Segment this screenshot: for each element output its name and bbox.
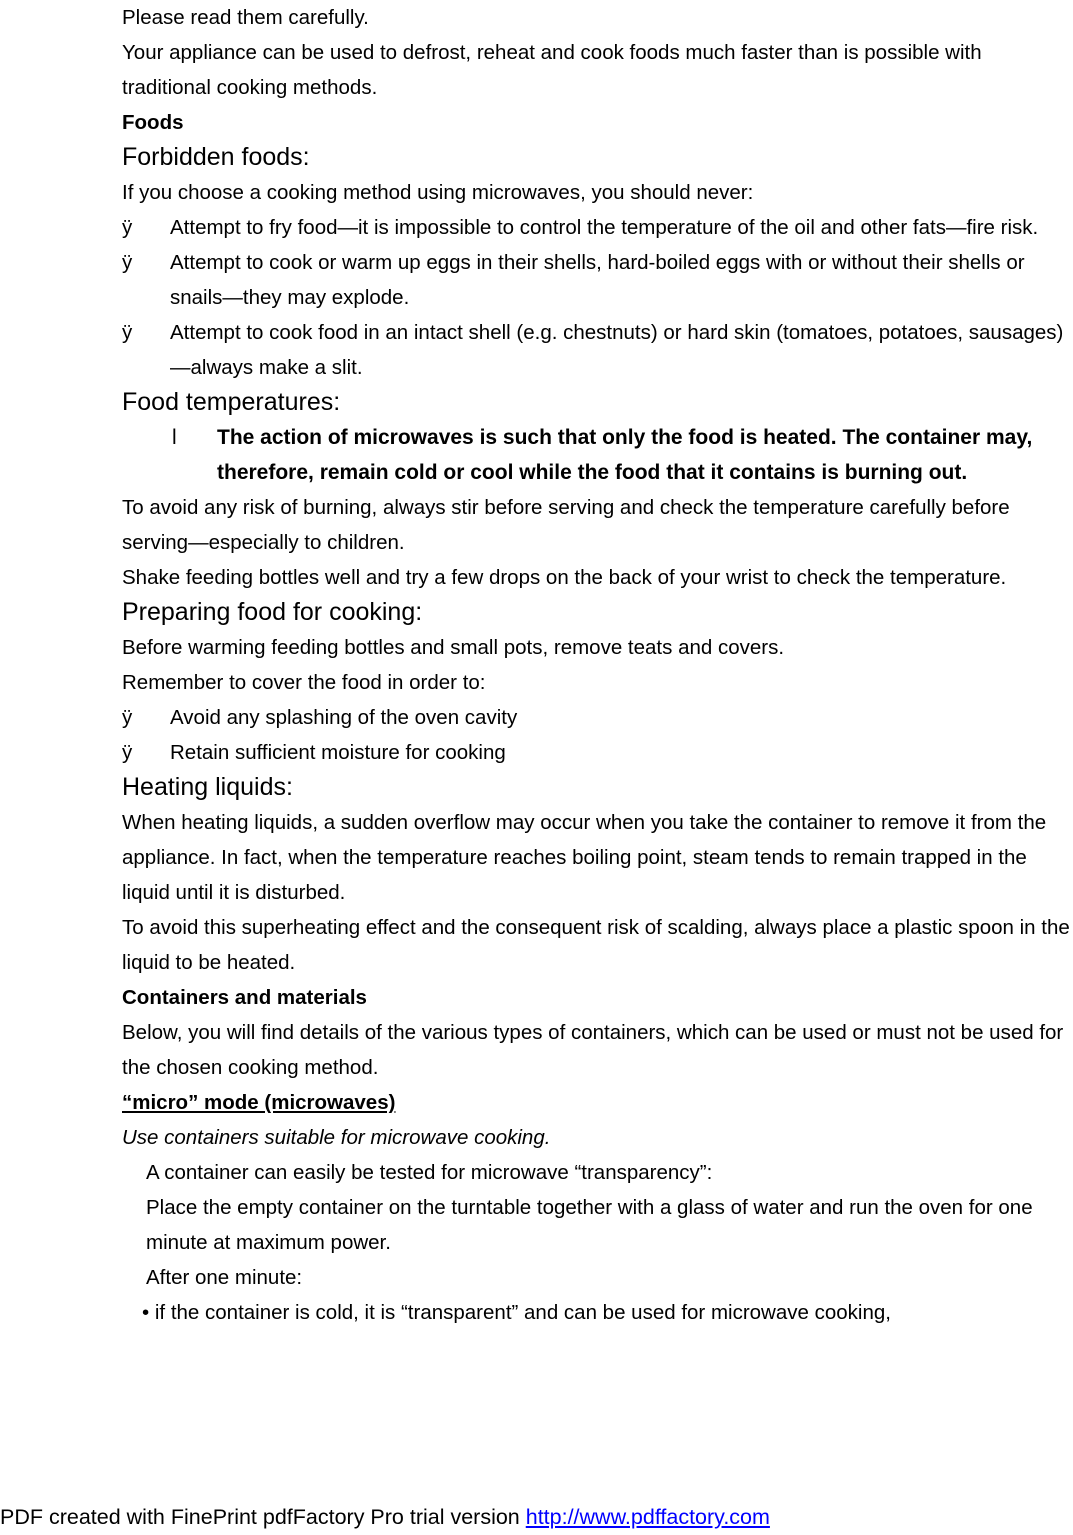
micro-mode-heading: “micro” mode (microwaves) (122, 1091, 396, 1114)
document-page (122, 0, 1073, 1330)
forbidden-item-text: Attempt to fry food—it is impossible to control the temperature of the oil and other fats—fire risk. (170, 216, 1039, 239)
preparing-paragraph-1: Before warming feeding bottles and small pots, remove teats and covers. (122, 636, 785, 659)
micro-mode-note: Use containers suitable for microwave cooking. (122, 1126, 551, 1149)
footer-text: PDF created with FinePrint pdfFactory Pro trial version (0, 1505, 526, 1529)
list-item (122, 210, 1073, 245)
temperature-warning-text: The action of microwaves is such that only the food is heated. The container may, therefore, remain cold or cool while the food that it contains is burning out. (217, 426, 1033, 484)
pdf-footer (0, 1500, 770, 1535)
bullet-mark: l (172, 426, 177, 449)
containers-paragraph: Below, you will find details of the various types of containers, which can be used or must not be used for the chosen cooking method. (122, 1021, 1064, 1079)
preparing-food-heading: Preparing food for cooking: (122, 598, 423, 626)
list-item (122, 245, 1073, 315)
micro-paragraph-3: After one minute: (146, 1266, 303, 1289)
prep-item-text: Avoid any splashing of the oven cavity (170, 706, 518, 729)
list-item (122, 315, 1073, 385)
forbidden-item-text: Attempt to cook food in an intact shell (e.g. chestnuts) or hard skin (tomatoes, potatoes, sausages)—always make a slit. (170, 321, 1064, 379)
forbidden-item-text: Attempt to cook or warm up eggs in their shells, hard-boiled eggs with or without their shells or snails—they may explode. (170, 251, 1025, 309)
heating-liquids-heading: Heating liquids: (122, 773, 293, 801)
food-temperatures-heading: Food temperatures: (122, 388, 341, 416)
bullet-mark: ÿ (122, 251, 133, 274)
liquids-paragraph-2: To avoid this superheating effect and the consequent risk of scalding, always place a plastic spoon in the liquid to be heated. (122, 916, 1070, 974)
temperature-warning (122, 420, 1073, 490)
forbidden-intro: If you choose a cooking method using microwaves, you should never: (122, 181, 754, 204)
temperature-paragraph-1: To avoid any risk of burning, always stir before serving and check the temperature carefully before serving—especially to children. (122, 496, 1010, 554)
micro-paragraph-4: • if the container is cold, it is “transparent” and can be used for microwave cooking, (142, 1301, 891, 1324)
liquids-paragraph-1: When heating liquids, a sudden overflow may occur when you take the container to remove it from the appliance. In fact, when the temperature reaches boiling point, steam tends to remain trapped in the liquid until it is disturbed. (122, 811, 1047, 904)
forbidden-foods-heading: Forbidden foods: (122, 143, 310, 171)
footer-link[interactable]: http://www.pdffactory.com (525, 1505, 770, 1529)
intro-line-2: Your appliance can be used to defrost, reheat and cook foods much faster than is possible with traditional cooking methods. (122, 41, 982, 99)
micro-paragraph-2: Place the empty container on the turntable together with a glass of water and run the oven for one minute at maximum power. (146, 1196, 1033, 1254)
preparing-paragraph-2: Remember to cover the food in order to: (122, 671, 486, 694)
micro-paragraph-1: A container can easily be tested for microwave “transparency”: (146, 1161, 713, 1184)
bullet-mark: ÿ (122, 741, 133, 764)
foods-heading: Foods (122, 111, 184, 134)
containers-heading: Containers and materials (122, 986, 367, 1009)
bullet-mark: ÿ (122, 321, 133, 344)
temperature-paragraph-2: Shake feeding bottles well and try a few drops on the back of your wrist to check the temperature. (122, 566, 1007, 589)
prep-item-text: Retain sufficient moisture for cooking (170, 741, 506, 764)
bullet-mark: ÿ (122, 706, 133, 729)
intro-line-1: Please read them carefully. (122, 6, 369, 29)
list-item (122, 735, 1073, 770)
list-item (122, 700, 1073, 735)
bullet-mark: ÿ (122, 216, 133, 239)
